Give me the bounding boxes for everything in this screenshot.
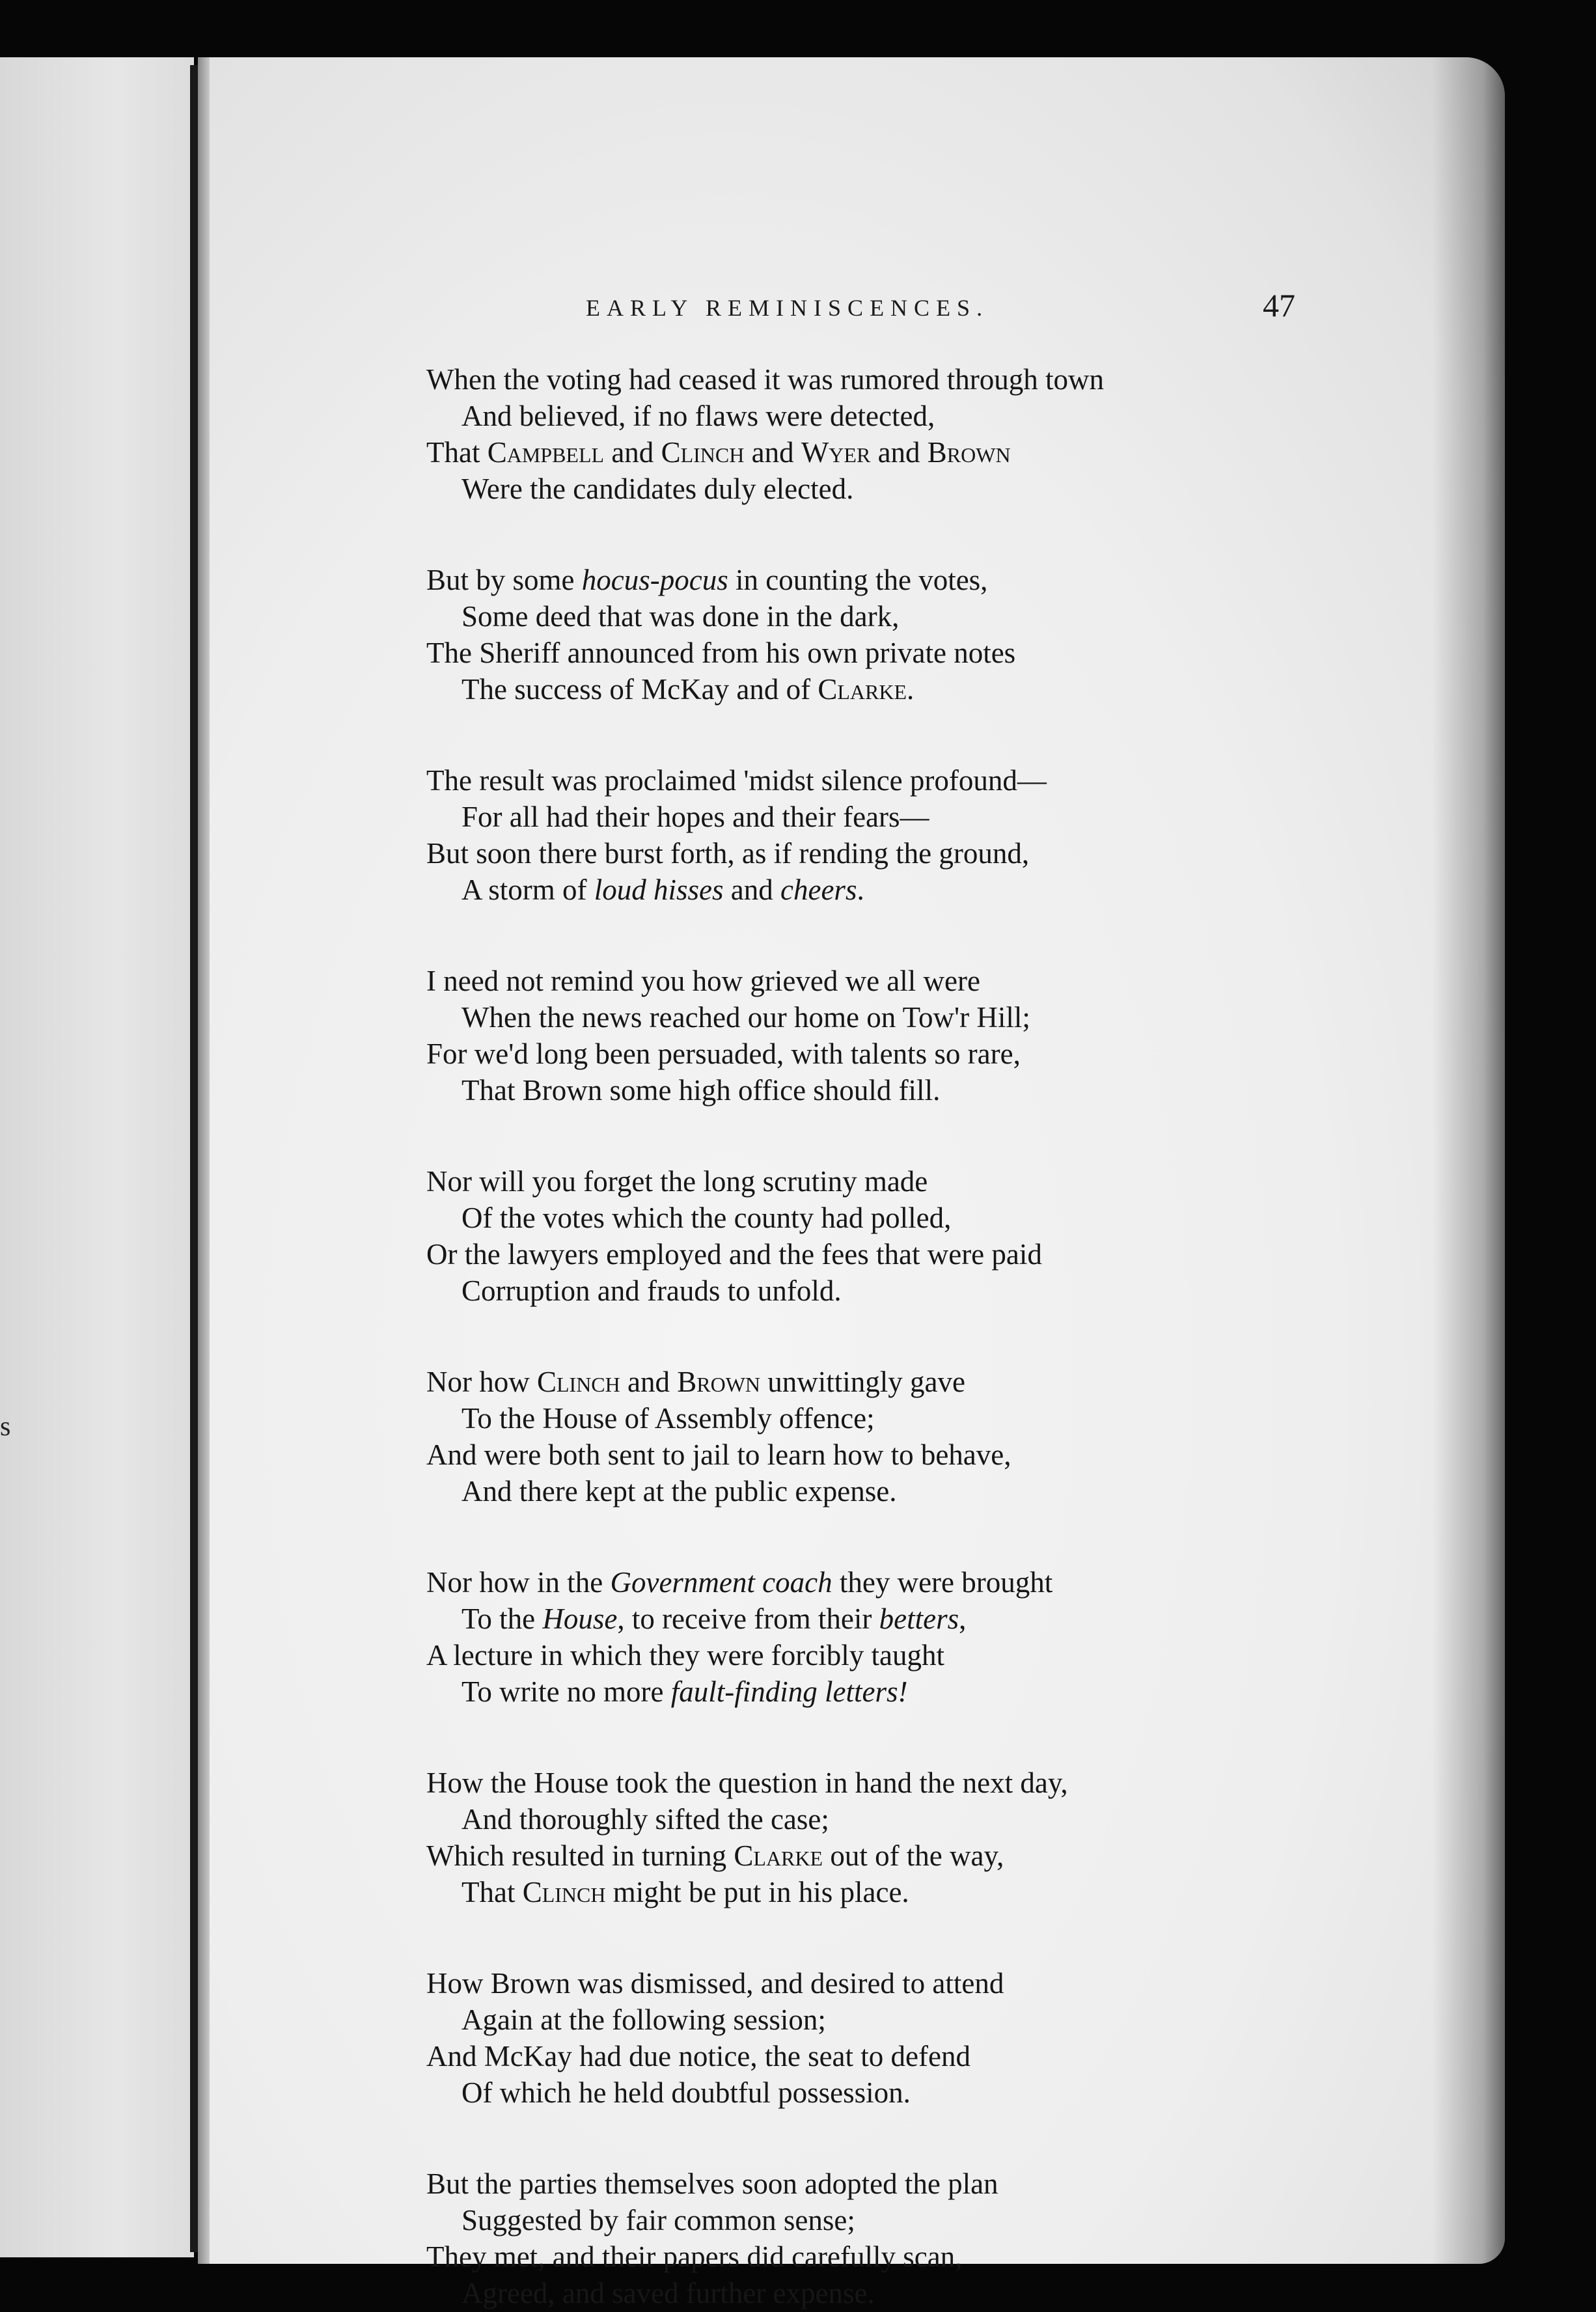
poem-line [426,1200,1338,1236]
line-text: To the [461,1603,543,1635]
left-page-edge [0,57,194,2257]
line-text: How Brown was dismissed, and desired to attend [426,1967,1004,2000]
gutter-shadow [198,57,211,2264]
poem-line [426,963,1338,999]
poem-line [426,1673,1338,1710]
line-text: For we'd long been persuaded, with talents so rare, [426,1038,1021,1070]
line-text: How the House took the question in hand the next day, [426,1767,1068,1799]
line-text: I need not remind you how grieved we all were [426,965,980,997]
stanza [426,2166,1338,2311]
line-text: They met, and their papers did carefully scan, [426,2240,963,2273]
poem-line [426,2238,1338,2275]
line-text: Nor how in the [426,1566,611,1599]
line-text: . [907,673,915,706]
poem-line [426,762,1338,799]
poem-line [426,1837,1338,1874]
stanza [426,762,1338,908]
poem-line [426,434,1338,471]
line-text: Corruption and frauds to unfold. [461,1274,842,1307]
poem-line [426,1273,1338,1309]
line-text: Nor how [426,1366,537,1398]
poem-line [426,1965,1338,2002]
small-caps-name: Clarke [818,673,907,706]
poem-line [426,835,1338,872]
line-text: Or the lawyers employed and the fees that were paid [426,1238,1042,1271]
line-text: To the House of Assembly offence; [461,1402,875,1435]
poem-line [426,1437,1338,1473]
poem-line [426,2202,1338,2238]
gutter-line [190,65,198,2252]
poem-line [426,1473,1338,1509]
line-text: , [959,1603,967,1635]
line-text: When the voting had ceased it was rumored through town [426,363,1104,396]
poem-line [426,1072,1338,1108]
poem-line [426,361,1338,398]
line-text: Nor will you forget the long scrutiny made [426,1165,928,1198]
small-caps-name: Wyer [801,436,871,469]
line-text: That [426,436,488,469]
poem-line [426,1765,1338,1801]
page-number: 47 [1263,287,1295,323]
poem-line [426,999,1338,1036]
italic-text: Government coach [610,1566,832,1599]
page-edge-shadow [1432,57,1505,2264]
stanza [426,1564,1338,1710]
small-caps-name: Brown [927,436,1011,469]
stanza [426,1965,1338,2111]
line-text: out of the way, [823,1839,1004,1872]
line-text: But by some [426,564,582,596]
poem-line [426,1236,1338,1273]
stanza [426,1765,1338,1910]
italic-text: fault-finding letters! [670,1675,908,1708]
line-text: and [604,436,661,469]
poem-line [426,2275,1338,2311]
small-caps-name: Brown [677,1366,761,1398]
poem-line [426,1400,1338,1437]
small-caps-name: Clinch [522,1876,606,1908]
poem-line [426,1036,1338,1072]
line-text: And believed, if no flaws were detected, [461,400,935,432]
line-text: Were the candidates duly elected. [461,473,854,505]
line-text: Which resulted in turning [426,1839,734,1872]
small-caps-name: Clinch [661,436,745,469]
poem-line [426,2166,1338,2202]
italic-text: cheers [780,874,857,906]
poem-line [426,799,1338,835]
line-text: A lecture in which they were forcibly taught [426,1639,944,1672]
poem-line [426,635,1338,671]
poem-line [426,2002,1338,2038]
line-text: and [744,436,801,469]
line-text: A storm of [461,874,594,906]
line-text: For all had their hopes and their fears— [461,801,929,833]
poem-line [426,671,1338,708]
poem-line [426,872,1338,908]
poem-line [426,2074,1338,2111]
left-page-fragment: s [0,1412,11,1442]
poem-line [426,1564,1338,1601]
line-text: The result was proclaimed 'midst silence profound— [426,764,1047,797]
stanza [426,562,1338,708]
italic-text: loud hisses [594,874,724,906]
line-text: might be put in his place. [605,1876,909,1908]
stanza [426,963,1338,1108]
line-text: and [870,436,928,469]
stanza [426,1364,1338,1509]
poem-line [426,1874,1338,1910]
line-text: in counting the votes, [728,564,988,596]
running-header: EARLY REMINISCENCES. [586,295,989,321]
poem-line [426,598,1338,635]
poem-line [426,1163,1338,1200]
line-text: But soon there burst forth, as if rending the ground, [426,837,1030,870]
line-text: To write no more [461,1675,671,1708]
line-text: And McKay had due notice, the seat to defend [426,2040,970,2072]
poem-line [426,562,1338,598]
small-caps-name: Clarke [734,1839,823,1872]
line-text: The Sheriff announced from his own private notes [426,637,1016,669]
line-text: and [620,1366,678,1398]
line-text: . [857,874,864,906]
line-text: Of which he held doubtful possession. [461,2076,911,2109]
line-text: That Brown some high office should fill. [461,1074,941,1107]
line-text: Again at the following session; [461,2003,826,2036]
line-text: And thoroughly sifted the case; [461,1803,829,1836]
line-text: and [723,874,781,906]
line-text: Agreed, and saved further expense. [461,2277,875,2309]
line-text: And were both sent to jail to learn how to behave, [426,1438,1011,1471]
italic-text: hocus-pocus [581,564,728,596]
line-text: The success of McKay and of [461,673,818,706]
poem-line [426,398,1338,434]
poem-line [426,1801,1338,1837]
poem-line [426,471,1338,507]
line-text: When the news reached our home on Tow'r Hill; [461,1001,1030,1034]
line-text: , to receive from their [617,1603,879,1635]
line-text: they were brought [832,1566,1053,1599]
stanza [426,361,1338,507]
poem-line [426,1601,1338,1637]
line-text: unwittingly gave [760,1366,965,1398]
italic-text: betters [879,1603,959,1635]
poem-body [426,361,1338,2312]
poem-line [426,2038,1338,2074]
poem-line [426,1364,1338,1400]
line-text: But the parties themselves soon adopted the plan [426,2168,998,2200]
line-text: Some deed that was done in the dark, [461,600,900,633]
line-text: Of the votes which the county had polled, [461,1202,952,1234]
line-text: That [461,1876,523,1908]
small-caps-name: Campbell [487,436,605,469]
line-text: And there kept at the public expense. [461,1475,897,1507]
stanza [426,1163,1338,1309]
line-text: Suggested by fair common sense; [461,2204,855,2236]
italic-text: House [542,1603,618,1635]
poem-line [426,1637,1338,1673]
small-caps-name: Clinch [536,1366,620,1398]
